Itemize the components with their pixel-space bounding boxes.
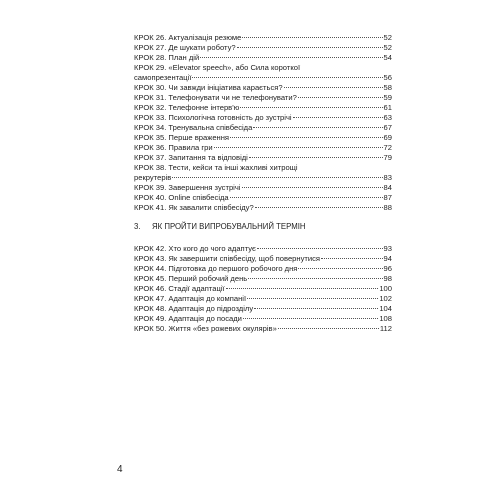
section-title: ЯК ПРОЙТИ ВИПРОБУВАЛЬНИЙ ТЕРМІН (152, 222, 306, 231)
toc-entry-continuation: самопрезентації 56 (134, 73, 392, 82)
toc-entry: КРОК 45. Перший робочий день 98 (134, 274, 392, 283)
toc-entry: КРОК 39. Завершення зустрічі 84 (134, 183, 392, 192)
toc-entry: КРОК 37. Запитання та відповіді 79 (134, 153, 392, 162)
toc-entry: КРОК 30. Чи завжди ініціатива карається? 58 (134, 83, 392, 92)
toc-entry: КРОК 36. Правила гри 72 (134, 143, 392, 152)
toc-entry: КРОК 46. Стадії адаптації 100 (134, 284, 392, 293)
toc-entry: КРОК 31. Телефонувати чи не телефонувати? 59 (134, 93, 392, 102)
section-heading (134, 222, 306, 232)
toc-entry-continuation: рекрутерів 83 (134, 173, 392, 182)
toc-entry: КРОК 49. Адаптація до посади 108 (134, 314, 392, 323)
toc-entry: КРОК 47. Адаптація до компанії 102 (134, 294, 392, 303)
toc-entry: КРОК 33. Психологічна готовність до зустрічі 63 (134, 113, 392, 122)
toc-entry: КРОК 50. Життя «без рожевих окулярів» 112 (134, 324, 392, 333)
section-number: 3. (134, 222, 141, 231)
page-number: 4 (117, 464, 123, 475)
toc-entry: КРОК 28. План дій 54 (134, 53, 392, 62)
toc-entry: КРОК 27. Де шукати роботу? 52 (134, 43, 392, 52)
toc-entry: КРОК 26. Актуалізація резюме 52 (134, 33, 392, 42)
toc-entry: КРОК 48. Адаптація до підрозділу 104 (134, 304, 392, 313)
toc-entry-first-line: КРОК 38. Тести, кейси та інші жахливі хитрощі (134, 163, 298, 172)
toc-entry: КРОК 34. Тренувальна співбесіда 67 (134, 123, 392, 132)
toc-entry: КРОК 41. Як завалити співбесіду? 88 (134, 203, 392, 212)
toc-entry: КРОК 40. Online співбесіда 87 (134, 193, 392, 202)
toc-entry: КРОК 44. Підготовка до першого робочого дня 96 (134, 264, 392, 273)
toc-entry: КРОК 35. Перше враження 69 (134, 133, 392, 142)
toc-entry: КРОК 43. Як завершити співбесіду, щоб повернутися 94 (134, 254, 392, 263)
toc-entry: КРОК 32. Телефонне інтерв'ю 61 (134, 103, 392, 112)
toc-entry-first-line: КРОК 29. «Elevator speech», або Сила короткої (134, 63, 301, 72)
toc-entry: КРОК 42. Хто кого до чого адаптує 93 (134, 244, 392, 253)
